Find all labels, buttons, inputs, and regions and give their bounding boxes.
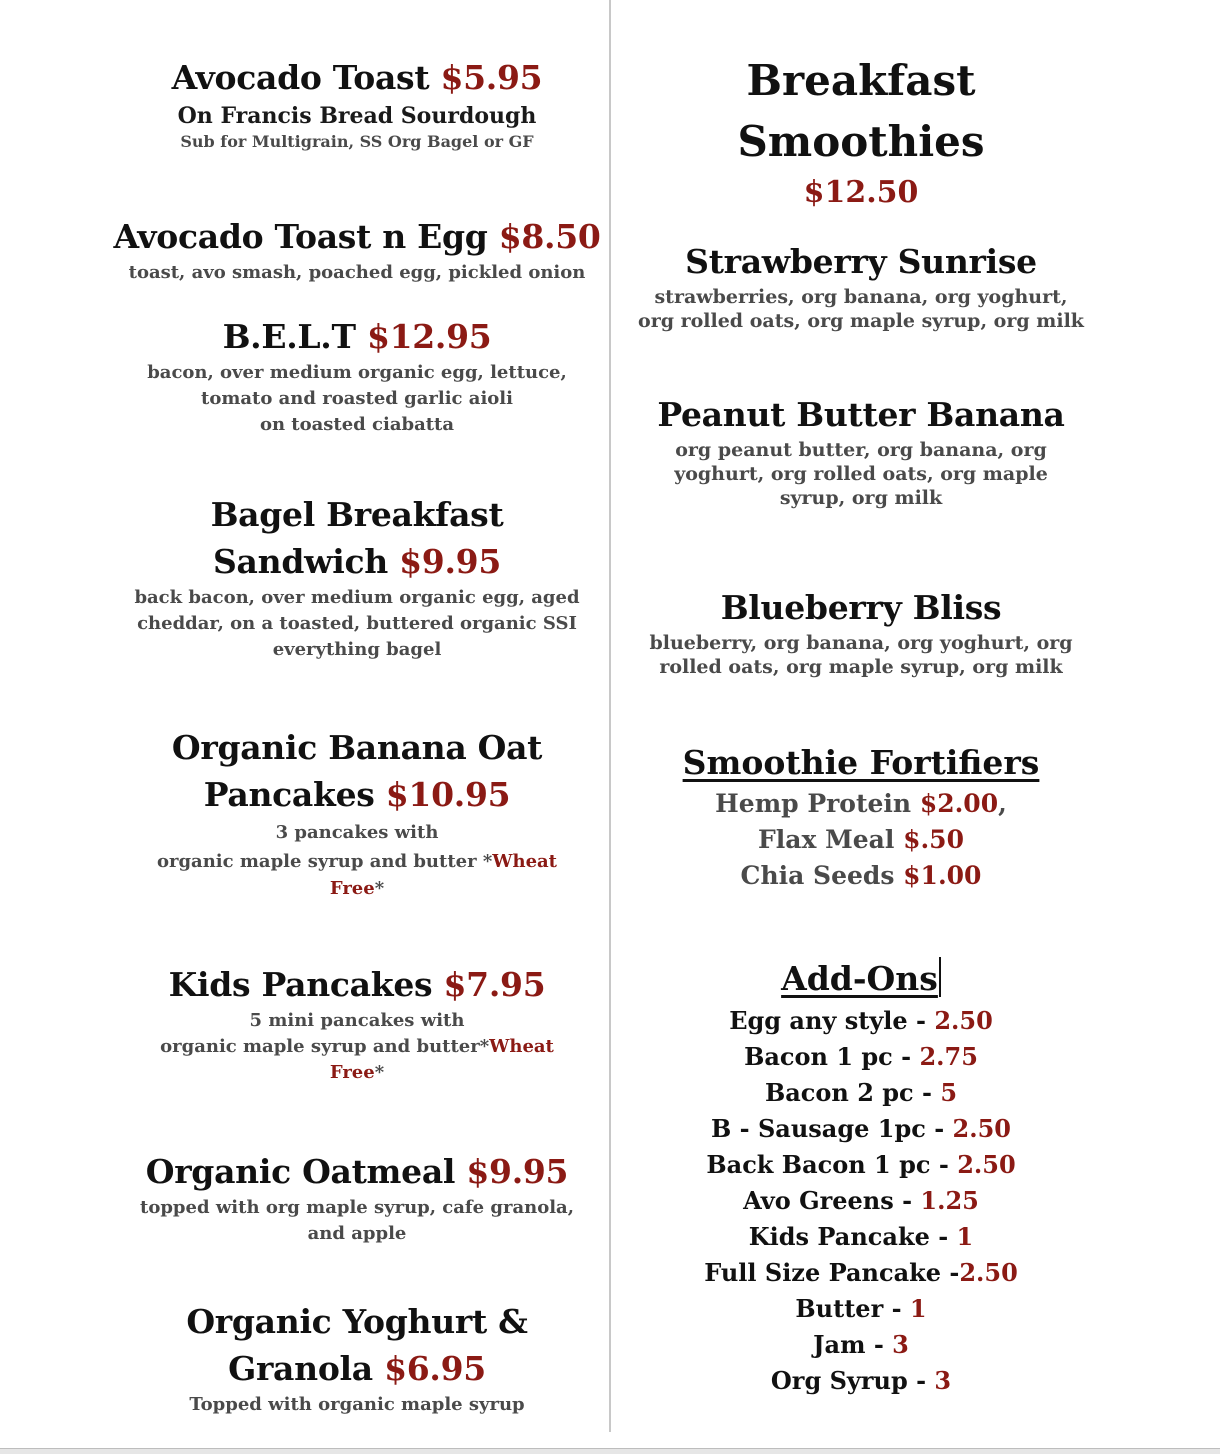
item-description-line: everything bagel xyxy=(272,639,442,660)
item-title xyxy=(112,213,602,260)
smoothie-description-line: blueberry, org banana, org yoghurt, org xyxy=(649,632,1073,654)
item-description: Topped with organic maple syrup xyxy=(189,1394,525,1415)
item-name: Kids Pancakes xyxy=(168,965,433,1004)
smoothie-description-line: syrup, org milk xyxy=(779,487,943,509)
fortifier-price: $1.00 xyxy=(903,861,982,890)
addon-item: Kids Pancake - 1 xyxy=(748,1222,974,1251)
column-divider xyxy=(609,0,611,1432)
smoothie-peanut-butter xyxy=(612,391,1110,510)
fortifier-price: $2.00 xyxy=(919,789,999,818)
item-bread: On Francis Bread Sourdough xyxy=(177,103,537,129)
addon-price: 3 xyxy=(892,1330,909,1359)
item-title-line: Organic Banana Oat xyxy=(171,728,543,767)
item-name: B.E.L.T xyxy=(222,317,356,356)
smoothie-description-line: org rolled oats, org maple syrup, org milk xyxy=(638,310,1084,332)
addon-price: 2.50 xyxy=(959,1258,1018,1287)
item-description-line: topped with org maple syrup, cafe granola, xyxy=(140,1197,574,1218)
item-description-line: 3 pancakes with xyxy=(275,822,439,843)
item-title-line: Bagel Breakfast xyxy=(210,495,504,534)
item-price: $5.95 xyxy=(440,58,543,97)
wheat-free-note: Free xyxy=(329,878,375,899)
item-avocado-toast-egg xyxy=(112,213,602,286)
text-cursor xyxy=(939,957,941,997)
addon-item: Full Size Pancake -2.50 xyxy=(704,1258,1018,1287)
smoothies-header xyxy=(612,50,1110,214)
item-description-line: organic maple syrup and butter *Wheat xyxy=(156,851,557,872)
item-description: toast, avo smash, poached egg, pickled onion xyxy=(128,262,586,283)
item-description-line: 5 mini pancakes with xyxy=(249,1010,465,1031)
fortifier-item: Chia Seeds $1.00 xyxy=(740,861,982,890)
smoothie-fortifiers xyxy=(612,740,1110,894)
item-price: $7.95 xyxy=(443,965,546,1004)
item-description-line: on toasted ciabatta xyxy=(259,414,455,435)
item-price: $6.95 xyxy=(384,1349,486,1388)
section-heading: Add-Ons xyxy=(612,955,1110,1003)
item-avocado-toast xyxy=(112,54,602,153)
smoothie-description-line: rolled oats, org maple syrup, org milk xyxy=(659,656,1063,678)
item-name: Organic Oatmeal xyxy=(145,1152,456,1191)
item-description-line: tomato and roasted garlic aioli xyxy=(201,388,513,409)
item-title-line xyxy=(112,771,602,818)
addon-item: Egg any style - 2.50 xyxy=(729,1006,993,1035)
smoothie-description-line: org peanut butter, org banana, org xyxy=(675,439,1047,461)
item-description-line: organic maple syrup and butter*Wheat xyxy=(160,1036,554,1057)
item-name: Granola xyxy=(228,1349,373,1388)
addon-item: Back Bacon 1 pc - 2.50 xyxy=(706,1150,1016,1179)
item-description-line: cheddar, on a toasted, buttered organic SSI xyxy=(137,613,577,634)
item-description-line: and apple xyxy=(307,1223,407,1244)
item-title xyxy=(112,54,602,101)
fortifier-price: $.50 xyxy=(903,825,964,854)
addon-price: 1 xyxy=(956,1222,974,1251)
smoothie-name: Blueberry Bliss xyxy=(720,588,1002,627)
item-name: Avocado Toast xyxy=(171,58,430,97)
item-oatmeal xyxy=(112,1148,602,1247)
item-bread-options: Sub for Multigrain, SS Org Bagel or GF xyxy=(180,132,534,151)
wheat-free-note: Wheat xyxy=(489,1036,554,1057)
item-belt xyxy=(112,313,602,438)
item-title xyxy=(112,313,602,360)
smoothie-description-line: yoghurt, org rolled oats, org maple xyxy=(674,463,1048,485)
item-bagel-sandwich xyxy=(112,491,602,663)
addon-item: Jam - 3 xyxy=(813,1330,909,1359)
addon-item: Bacon 1 pc - 2.75 xyxy=(744,1042,978,1071)
addon-price: 2.50 xyxy=(957,1150,1016,1179)
item-name: Sandwich xyxy=(213,542,388,581)
addon-price: 1.25 xyxy=(920,1186,979,1215)
item-title xyxy=(112,961,602,1008)
wheat-free-note: Free xyxy=(329,1062,375,1083)
item-banana-pancakes xyxy=(112,724,602,902)
item-description-line: Free* xyxy=(329,1062,385,1083)
smoothie-price: $12.50 xyxy=(803,175,919,210)
smoothie-name: Peanut Butter Banana xyxy=(657,395,1065,434)
addon-price: 2.50 xyxy=(952,1114,1011,1143)
addon-price: 1 xyxy=(909,1294,927,1323)
item-description-line: back bacon, over medium organic egg, aged xyxy=(134,587,580,608)
item-yoghurt-granola xyxy=(112,1298,602,1418)
item-description-line: Free* xyxy=(329,878,385,899)
section-title-line: Breakfast xyxy=(746,56,976,105)
wheat-free-note: Wheat xyxy=(492,851,557,872)
addon-item: Org Syrup - 3 xyxy=(770,1366,952,1395)
smoothie-description-line: strawberries, org banana, org yoghurt, xyxy=(654,286,1068,308)
smoothie-name: Strawberry Sunrise xyxy=(685,242,1037,281)
addon-item: Bacon 2 pc - 5 xyxy=(764,1078,958,1107)
addon-item: Avo Greens - 1.25 xyxy=(743,1186,979,1215)
add-ons xyxy=(612,955,1110,1399)
item-price: $12.95 xyxy=(366,317,492,356)
addon-item: Butter - 1 xyxy=(795,1294,927,1323)
section-title-line: Smoothies xyxy=(737,117,985,166)
fortifier-item: Flax Meal $.50 xyxy=(758,825,964,854)
item-title-line xyxy=(112,538,602,585)
section-heading: Smoothie Fortifiers xyxy=(682,743,1040,782)
item-title-line: Organic Yoghurt & xyxy=(186,1302,528,1341)
item-name: Avocado Toast n Egg xyxy=(113,217,488,256)
item-title xyxy=(112,1148,602,1195)
item-price: $9.95 xyxy=(466,1152,569,1191)
addon-item: B - Sausage 1pc - 2.50 xyxy=(711,1114,1011,1143)
smoothie-strawberry xyxy=(612,238,1110,333)
addon-price: 2.75 xyxy=(919,1042,978,1071)
smoothie-blueberry xyxy=(612,584,1110,679)
item-description-line: bacon, over medium organic egg, lettuce, xyxy=(147,362,567,383)
item-name: Pancakes xyxy=(203,775,375,814)
item-kids-pancakes xyxy=(112,961,602,1086)
item-price: $9.95 xyxy=(399,542,501,581)
addon-price: 3 xyxy=(934,1366,952,1395)
addon-price: 5 xyxy=(940,1078,958,1107)
addon-price: 2.50 xyxy=(934,1006,993,1035)
item-price: $10.95 xyxy=(385,775,511,814)
window-bottom-edge xyxy=(0,1448,1220,1454)
item-title-line xyxy=(112,1345,602,1392)
fortifier-item: Hemp Protein $2.00, xyxy=(715,789,1007,818)
item-price: $8.50 xyxy=(498,217,601,256)
